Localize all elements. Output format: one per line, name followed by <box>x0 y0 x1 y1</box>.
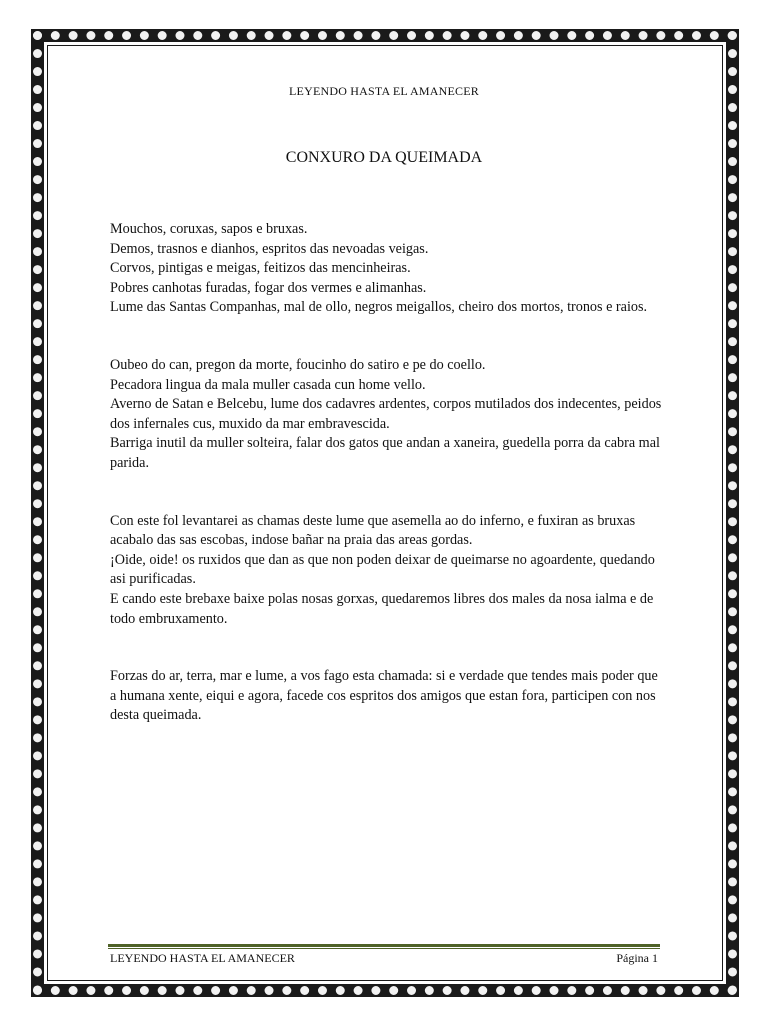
verse-line: Pecadora lingua da mala muller casada cun home vello. <box>110 376 426 393</box>
footer-running-title: LEYENDO HASTA EL AMANECER <box>110 951 295 965</box>
stanza-2 <box>110 356 662 474</box>
verse-line: Pobres canhotas furadas, fogar dos vermes e alimanhas. <box>110 279 427 296</box>
stanza-3 <box>110 512 662 630</box>
verse-line: Averno de Satan e Belcebu, lume dos cadavres ardentes, corpos mutilados dos indecentes, peidos dos infernales cus, muxido da mar embravescida. <box>110 396 662 432</box>
document-title: CONXURO DA QUEIMADA <box>285 149 483 166</box>
stanza-4 <box>110 667 662 726</box>
stanza-1 <box>110 220 662 318</box>
verse-line: Oubeo do can, pregon da morte, foucinho do satiro e pe do coello. <box>110 356 486 373</box>
verse-line: ¡Oide, oide! os ruxidos que dan as que non poden deixar de queimarse no agoardente, quedando asi purificadas. <box>110 551 655 588</box>
verse-line: Barriga inutil da muller solteira, falar dos gatos que andan a xaneira, guedella porra da cabra mal parida. <box>110 435 660 471</box>
verse-line: Forzas do ar, terra, mar e lume, a vos fago esta chamada: si e verdade que tendes mais poder que a humana xente, eiqui e agora, facede cos espritos dos amigos que estan fora, participen con nos desta queimada. <box>110 668 658 724</box>
verse-line: E cando este brebaxe baixe polas nosas gorxas, quedaremos libres dos males da nosa ialma e de todo embruxamento. <box>110 590 654 627</box>
verse-line: Con este fol levantarei as chamas deste lume que asemella ao do inferno, e fuxiran as bruxas acabalo das sas escobas, indose bañar na praia das areas gordas. <box>110 512 636 549</box>
poem-body <box>110 220 662 764</box>
verse-line: Demos, trasnos e dianhos, espritos das nevoadas veigas. <box>110 240 429 257</box>
verse-line: Lume das Santas Companhas, mal de ollo, negros meigallos, cheiro dos mortos, tronos e raios. <box>110 299 648 316</box>
page-number: Página 1 <box>616 951 658 965</box>
verse-line: Mouchos, coruxas, sapos e bruxas. <box>110 221 308 237</box>
verse-line: Corvos, pintigas e meigas, feitizos das mencinheiras. <box>110 260 411 277</box>
running-header: LEYENDO HASTA EL AMANECER <box>289 84 479 98</box>
footer-divider <box>108 944 660 947</box>
